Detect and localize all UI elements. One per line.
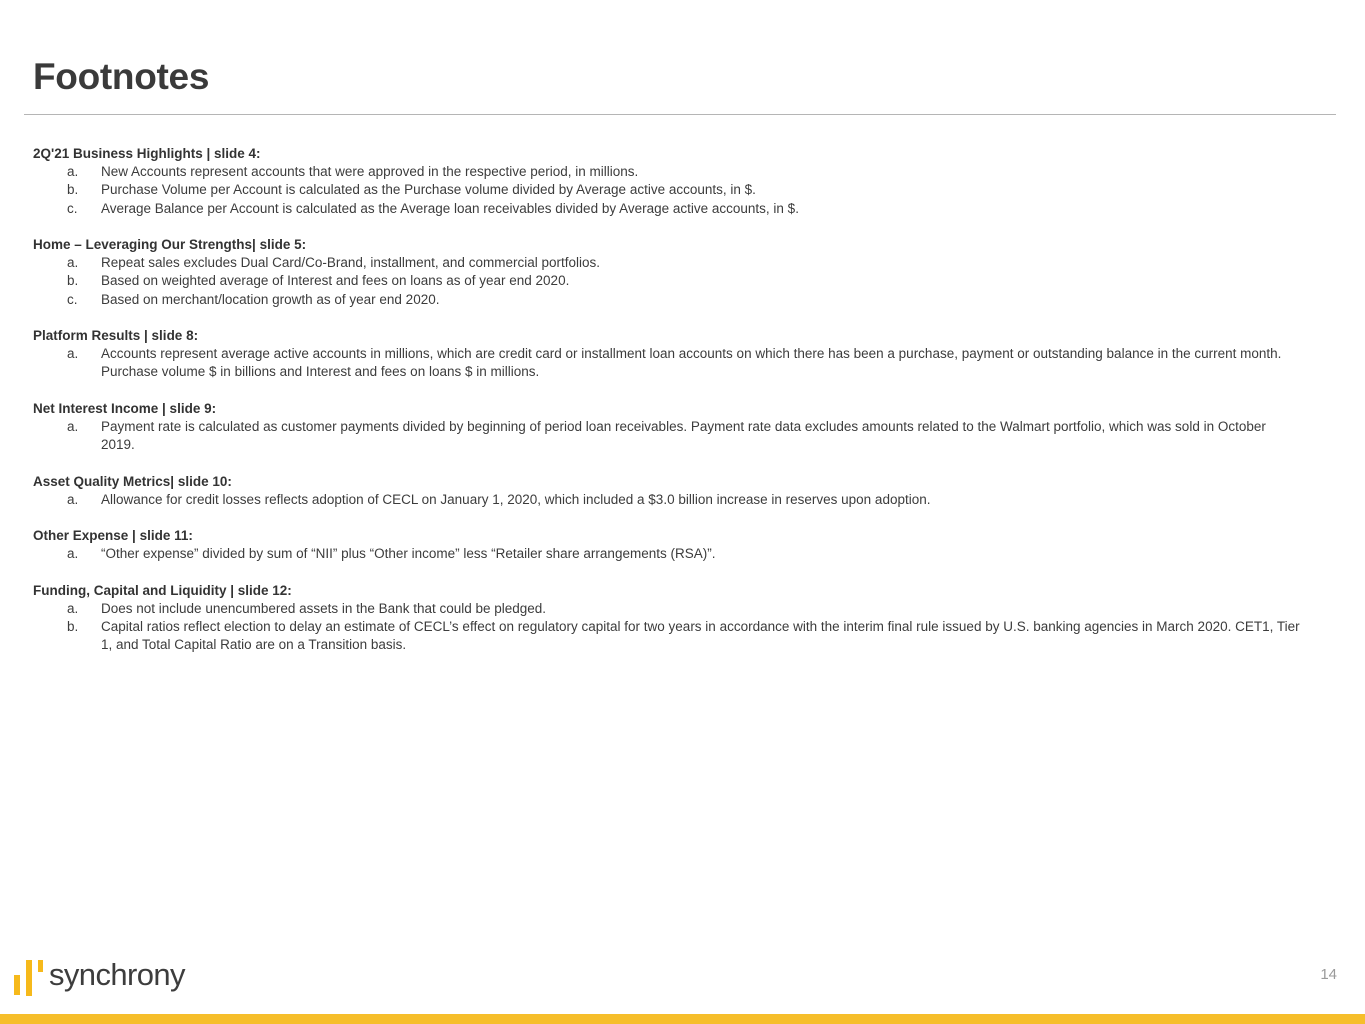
footnote-marker: a. (67, 164, 79, 180)
footnote-list (33, 545, 1323, 563)
footnote-section (33, 473, 1323, 509)
footnote-text: Does not include unencumbered assets in the Bank that could be pledged. (101, 600, 547, 616)
footnote-section (33, 145, 1323, 218)
footnote-text: Capital ratios reflect election to delay an estimate of CECL’s effect on regulatory capital for two years in accordance with the interim final rule issued by U.S. banking agencies in March 2020. CET1, Tier 1, and Total Capital Ratio are on a Transition basis. (101, 619, 1300, 653)
footnote-item (33, 181, 1323, 199)
section-heading: Asset Quality Metrics| slide 10: (33, 473, 232, 489)
section-heading: Funding, Capital and Liquidity | slide 12: (33, 582, 292, 598)
footnote-item (33, 163, 1323, 181)
footnote-list (33, 600, 1323, 655)
footnote-list (33, 418, 1323, 454)
synchrony-logo (14, 958, 185, 998)
title-divider (24, 114, 1336, 115)
footnote-list (33, 345, 1323, 381)
section-heading: Home – Leveraging Our Strengths| slide 5: (33, 237, 307, 252)
footnote-section (33, 527, 1323, 563)
footnote-marker: b. (67, 273, 79, 289)
footnote-item (33, 345, 1323, 381)
footnote-marker: a. (67, 346, 79, 362)
footnote-section (33, 400, 1323, 455)
footnote-item (33, 618, 1323, 654)
footnote-item (33, 418, 1323, 454)
footnote-marker: a. (67, 419, 79, 434)
section-heading: Platform Results | slide 8: (33, 328, 199, 343)
footnote-text: Average Balance per Account is calculated as the Average loan receivables divided by Average active accounts, in $. (101, 200, 799, 216)
footnote-section (33, 236, 1323, 309)
synchrony-bars-icon (14, 958, 44, 996)
footnote-item (33, 545, 1323, 563)
footnote-text: Accounts represent average active accounts in millions, which are credit card or installment loan accounts on which there has been a purchase, payment or outstanding balance in the current month. Purchase volume $ in billions and Interest and fees on loans $ in millions. (101, 346, 1282, 380)
footnote-text: Based on merchant/location growth as of year end 2020. (101, 291, 440, 307)
page-number: 14 (1320, 966, 1337, 983)
footnote-marker: b. (67, 619, 79, 635)
footnote-marker: c. (67, 200, 78, 216)
footnote-section (33, 327, 1323, 382)
footnote-text: Purchase Volume per Account is calculated as the Purchase volume divided by Average active accounts, in $. (101, 182, 756, 198)
footnote-list (33, 163, 1323, 218)
footnote-item (33, 254, 1323, 272)
footnote-list (33, 491, 1323, 509)
footnote-marker: c. (67, 291, 78, 307)
footnote-item (33, 200, 1323, 218)
footnote-item (33, 600, 1323, 618)
footnote-text: Payment rate is calculated as customer payments divided by beginning of period loan receivables. Payment rate data excludes amounts related to the Walmart portfolio, which was sold in October 2019. (101, 419, 1266, 453)
footnote-text: New Accounts represent accounts that were approved in the respective period, in millions. (101, 164, 639, 180)
footnote-marker: a. (67, 546, 79, 562)
footnote-item (33, 291, 1323, 309)
logo-wordmark: synchrony (49, 957, 185, 992)
footnote-text: Repeat sales excludes Dual Card/Co-Brand, installment, and commercial portfolios. (101, 255, 600, 271)
footnote-marker: b. (67, 182, 79, 198)
footnote-section (33, 582, 1323, 655)
section-heading: 2Q'21 Business Highlights | slide 4: (33, 146, 261, 161)
footnote-marker: a. (67, 600, 79, 616)
footnote-marker: a. (67, 255, 79, 271)
page-title: Footnotes (33, 56, 210, 97)
section-heading: Net Interest Income | slide 9: (33, 400, 217, 416)
footnote-text: Allowance for credit losses reflects adoption of CECL on January 1, 2020, which included a $3.0 billion increase in reserves upon adoption. (101, 491, 931, 507)
section-heading: Other Expense | slide 11: (33, 528, 193, 544)
footnote-marker: a. (67, 491, 79, 507)
footnotes-body (33, 145, 1323, 673)
footnote-item (33, 272, 1323, 290)
footnote-item (33, 491, 1323, 509)
footnote-text: Based on weighted average of Interest and fees on loans as of year end 2020. (101, 273, 570, 289)
footnote-text: “Other expense” divided by sum of “NII” plus “Other income” less “Retailer share arrangements (RSA)”. (101, 546, 716, 562)
accent-footer-bar (0, 1014, 1365, 1024)
footnote-list (33, 254, 1323, 309)
